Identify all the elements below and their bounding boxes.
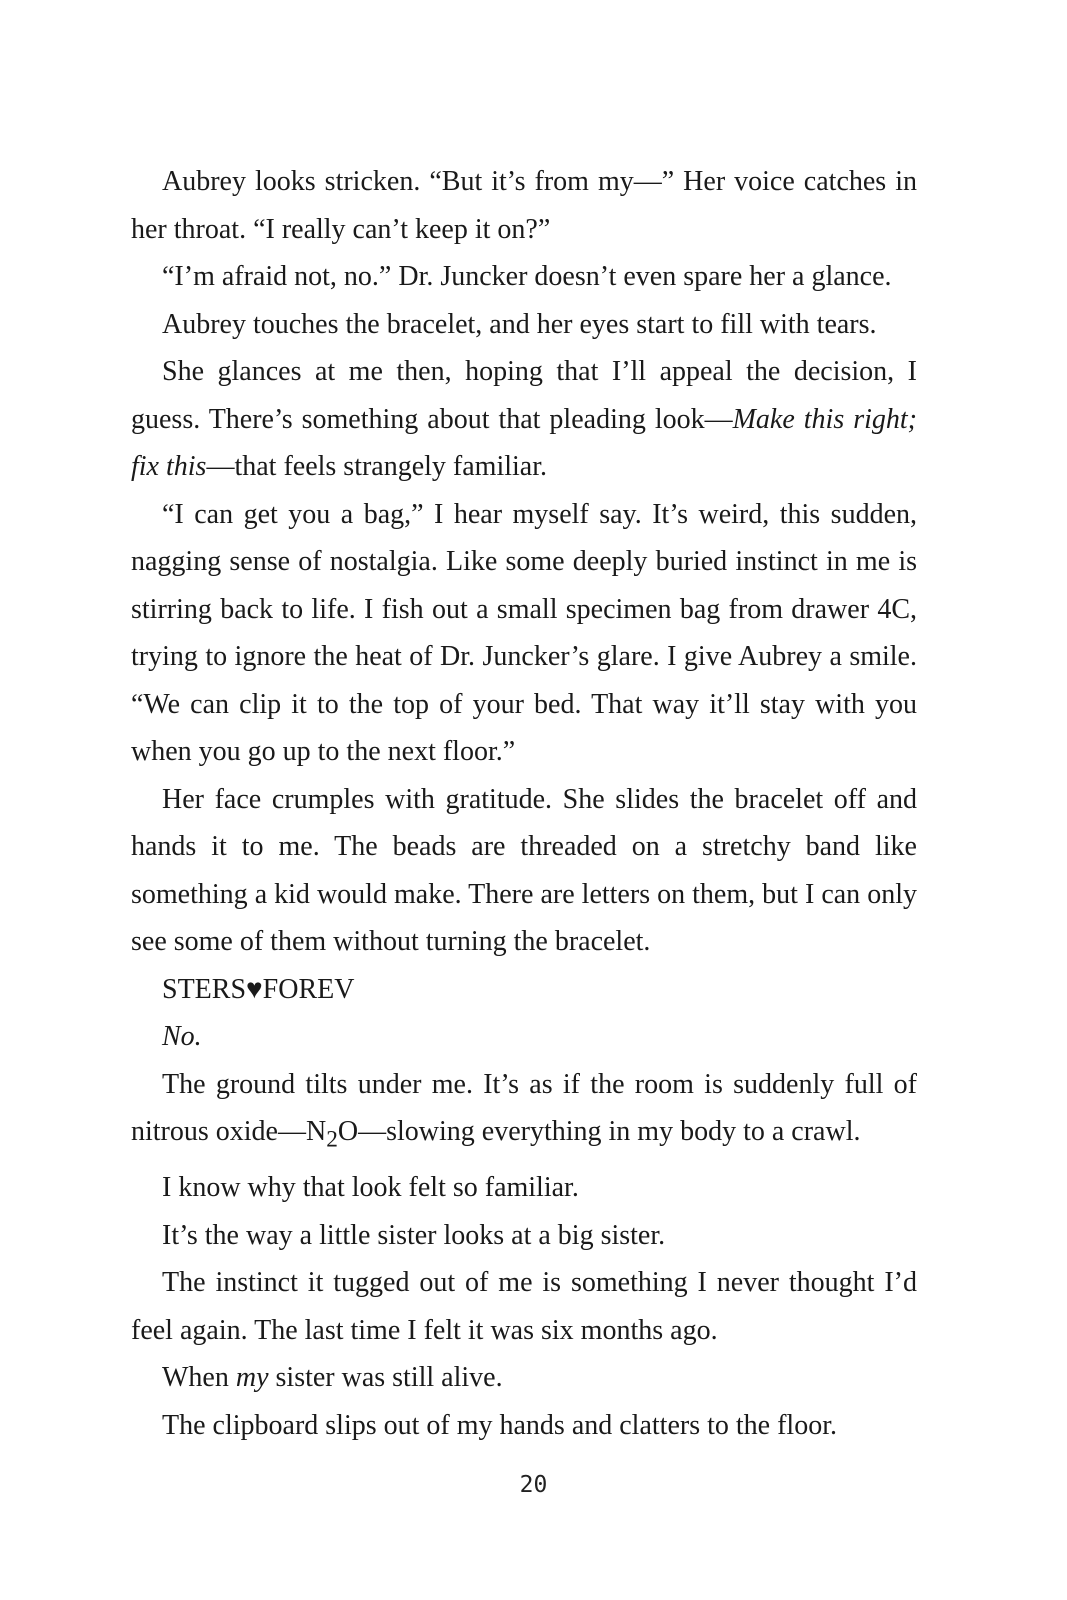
paragraph — [131, 348, 917, 491]
paragraph — [131, 966, 917, 1014]
italic-thought: Make this right; fix this — [131, 403, 917, 482]
bracelet-letters: STERS♥FOREV — [162, 973, 355, 1005]
paragraph-text: “I’m afraid not, no.” Dr. Juncker doesn’t even spare her a glance. — [162, 261, 892, 292]
paragraph-text: Her face crumples with gratitude. She slides the bracelet off and hands it to me. The beads are threaded on a stretchy band like something a kid would make. There are letters on them, but I can only see some of them without turning the bracelet. — [131, 783, 917, 957]
paragraph-text: sister was still alive. — [268, 1362, 503, 1394]
paragraph — [131, 1164, 917, 1212]
paragraph-text: It’s the way a little sister looks at a big sister. — [162, 1219, 666, 1251]
italic-word: my — [235, 1362, 269, 1394]
paragraph — [131, 1354, 917, 1402]
paragraph — [131, 1402, 917, 1450]
paragraph-text: The ground tilts under me. It’s as if the room is suddenly full of nitrous oxide—N — [131, 1068, 917, 1147]
paragraph — [131, 253, 917, 301]
paragraph-text: Aubrey touches the bracelet, and her eyes start to fill with tears. — [162, 308, 877, 340]
paragraph-text: I know why that look felt so familiar. — [162, 1172, 579, 1204]
paragraph-text: She glances at me then, hoping that I’ll appeal the decision, I guess. There’s something about that pleading look— — [131, 356, 917, 435]
paragraph — [131, 776, 917, 966]
paragraph — [131, 1013, 917, 1061]
paragraph-text: Aubrey looks stricken. “But it’s from my—” Her voice catches in her throat. “I really can’t keep it on?” — [131, 166, 917, 245]
paragraph — [131, 301, 917, 349]
paragraph-text: The instinct it tugged out of me is something I never thought I’d feel again. The last time I felt it was six months ago. — [131, 1267, 917, 1346]
paragraph-text: O—slowing everything in my body to a crawl. — [337, 1116, 861, 1147]
book-page-text — [131, 158, 917, 1449]
paragraph — [131, 1259, 917, 1354]
italic-word: No. — [162, 1021, 202, 1052]
page-number: 20 — [519, 1472, 548, 1498]
paragraph-text: The clipboard slips out of my hands and clatters to the floor. — [162, 1409, 837, 1441]
paragraph — [131, 1212, 917, 1260]
paragraph — [131, 491, 917, 776]
paragraph-text: —that feels strangely familiar. — [206, 451, 548, 482]
paragraph-text: “I can get you a bag,” I hear myself say. It’s weird, this sudden, nagging sense of nostalgia. Like some deeply buried instinct in me is stirring back to life. I fish out a small specimen bag from drawer 4C, trying to ignore the heat of Dr. Juncker’s glare. I give Aubrey a smile. “We can clip it to the top of your bed. That way it’ll stay with you when you go up to the next floor.” — [131, 498, 917, 767]
paragraph — [131, 158, 917, 253]
paragraph — [131, 1061, 917, 1165]
paragraph-text: When — [162, 1362, 236, 1394]
subscript: 2 — [326, 1126, 338, 1153]
